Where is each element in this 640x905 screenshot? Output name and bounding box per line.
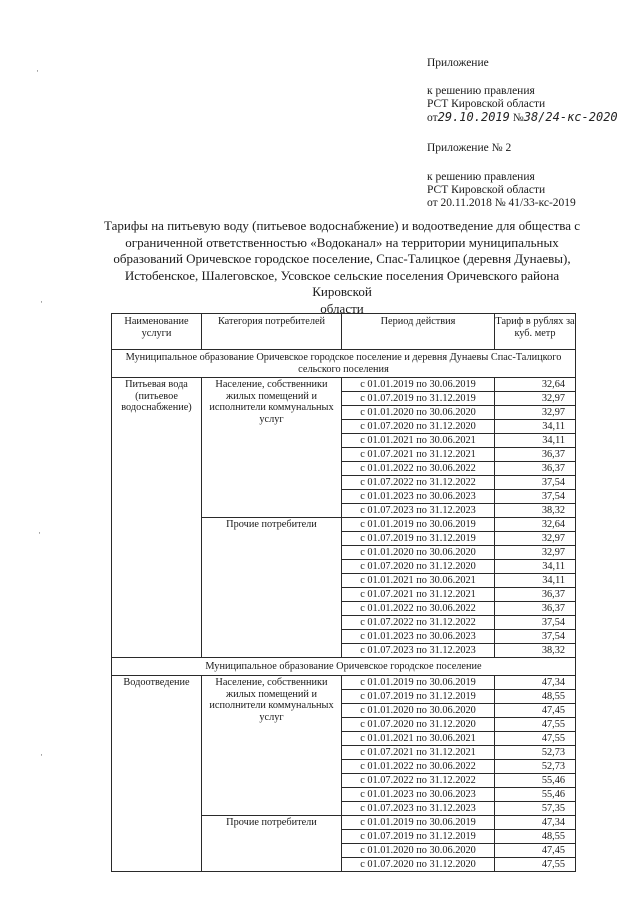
- period-cell: с 01.07.2019 по 31.12.2019: [342, 690, 495, 704]
- table-row: [112, 378, 576, 392]
- period-cell: с 01.07.2020 по 31.12.2020: [342, 420, 495, 434]
- appendix-title: Приложение: [427, 57, 489, 69]
- period-cell: с 01.07.2023 по 31.12.2023: [342, 644, 495, 658]
- tariff-cell: 34,11: [495, 560, 576, 574]
- tariff-cell: 32,64: [495, 518, 576, 532]
- appendix-2-title: Приложение № 2: [427, 142, 512, 154]
- tariff-cell: 34,11: [495, 434, 576, 448]
- tariff-cell: 32,97: [495, 546, 576, 560]
- decision-line-1: к решению правления: [427, 85, 535, 97]
- decision-num-prefix: №: [512, 112, 524, 124]
- tariff-cell: 47,45: [495, 704, 576, 718]
- title-line: Истобенское, Шалеговское, Усовское сельские поселения Оричевского района Кировской: [124, 267, 560, 300]
- period-cell: с 01.01.2023 по 30.06.2023: [342, 630, 495, 644]
- period-cell: с 01.07.2023 по 31.12.2023: [342, 802, 495, 816]
- period-cell: с 01.01.2023 по 30.06.2023: [342, 788, 495, 802]
- tariff-cell: 47,34: [495, 676, 576, 690]
- period-cell: с 01.01.2022 по 30.06.2022: [342, 462, 495, 476]
- period-cell: с 01.01.2022 по 30.06.2022: [342, 760, 495, 774]
- decision-date-prefix: от: [427, 112, 438, 124]
- table-body: [112, 350, 576, 872]
- period-cell: с 01.01.2021 по 30.06.2021: [342, 574, 495, 588]
- service-name: Водоотведение: [112, 676, 202, 872]
- period-cell: с 01.01.2019 по 30.06.2019: [342, 676, 495, 690]
- tariff-cell: 32,64: [495, 378, 576, 392]
- period-cell: с 01.07.2019 по 31.12.2019: [342, 830, 495, 844]
- consumer-category: Прочие потребители: [202, 518, 342, 658]
- service-name: Питьевая вода (питьевое водоснабжение): [112, 378, 202, 658]
- period-cell: с 01.07.2022 по 31.12.2022: [342, 476, 495, 490]
- document-title: [100, 218, 584, 318]
- period-cell: с 01.01.2021 по 30.06.2021: [342, 732, 495, 746]
- handwritten-number: 38/24-кс-2020: [523, 110, 618, 124]
- tariff-cell: 48,55: [495, 830, 576, 844]
- section-row: [112, 350, 576, 378]
- period-cell: с 01.07.2019 по 31.12.2019: [342, 392, 495, 406]
- period-cell: с 01.07.2022 по 31.12.2022: [342, 616, 495, 630]
- tariff-cell: 52,73: [495, 746, 576, 760]
- title-line: Тарифы на питьевую воду (питьевое водоснабжение) и водоотведение для общества с: [103, 218, 581, 233]
- tariff-cell: 57,35: [495, 802, 576, 816]
- header-category: Категория потребителей: [202, 314, 342, 350]
- scan-mark: ·: [38, 528, 41, 538]
- header-period: Период действия: [342, 314, 495, 350]
- tariff-cell: 34,11: [495, 420, 576, 434]
- tariff-cell: 36,37: [495, 588, 576, 602]
- decision2-line-2: РСТ Кировской области: [427, 184, 546, 196]
- table-header-row: [112, 314, 576, 350]
- period-cell: с 01.07.2022 по 31.12.2022: [342, 774, 495, 788]
- tariff-cell: 37,54: [495, 490, 576, 504]
- period-cell: с 01.01.2020 по 30.06.2020: [342, 844, 495, 858]
- period-cell: с 01.07.2020 по 31.12.2020: [342, 718, 495, 732]
- period-cell: с 01.07.2021 по 31.12.2021: [342, 448, 495, 462]
- title-line: образований Оричевское городское поселение, Спас-Талицкое (деревня Дунаевы),: [113, 251, 571, 267]
- tariff-cell: 32,97: [495, 532, 576, 546]
- tariff-table: [111, 313, 576, 872]
- period-cell: с 01.01.2020 по 30.06.2020: [342, 704, 495, 718]
- tariff-cell: 34,11: [495, 574, 576, 588]
- tariff-cell: 47,45: [495, 844, 576, 858]
- period-cell: с 01.07.2020 по 31.12.2020: [342, 560, 495, 574]
- tariff-cell: 52,73: [495, 760, 576, 774]
- period-cell: с 01.01.2020 по 30.06.2020: [342, 546, 495, 560]
- period-cell: с 01.01.2022 по 30.06.2022: [342, 602, 495, 616]
- consumer-category: Прочие потребители: [202, 816, 342, 872]
- period-cell: с 01.01.2019 по 30.06.2019: [342, 378, 495, 392]
- section-row: [112, 658, 576, 676]
- tariff-cell: 38,32: [495, 504, 576, 518]
- period-cell: с 01.01.2023 по 30.06.2023: [342, 490, 495, 504]
- table-row: [112, 676, 576, 690]
- period-cell: с 01.07.2021 по 31.12.2021: [342, 588, 495, 602]
- period-cell: с 01.01.2019 по 30.06.2019: [342, 816, 495, 830]
- tariff-cell: 38,32: [495, 644, 576, 658]
- period-cell: с 01.01.2021 по 30.06.2021: [342, 434, 495, 448]
- tariff-cell: 36,37: [495, 448, 576, 462]
- period-cell: с 01.01.2019 по 30.06.2019: [342, 518, 495, 532]
- period-cell: с 01.07.2023 по 31.12.2023: [342, 504, 495, 518]
- tariff-cell: 36,37: [495, 602, 576, 616]
- period-cell: с 01.07.2021 по 31.12.2021: [342, 746, 495, 760]
- decision2-line-1: к решению правления: [427, 171, 535, 183]
- title-line: ограниченной ответственностью «Водоканал» на территории муниципальных: [125, 234, 559, 250]
- tariff-cell: 37,54: [495, 616, 576, 630]
- tariff-cell: 32,97: [495, 392, 576, 406]
- tariff-cell: 55,46: [495, 774, 576, 788]
- tariff-cell: 37,54: [495, 630, 576, 644]
- tariff-cell: 47,55: [495, 732, 576, 746]
- tariff-cell: 47,55: [495, 858, 576, 872]
- title-line: области: [320, 300, 364, 316]
- tariff-cell: 37,54: [495, 476, 576, 490]
- header-tariff: Тариф в рублях за куб. метр: [495, 314, 576, 350]
- header-service: Наименование услуги: [112, 314, 202, 350]
- section-title: Муниципальное образование Оричевское городское поселение и деревня Дунаевы Спас-Талицкого сельского поселения: [112, 350, 576, 378]
- scan-mark: ·: [36, 66, 39, 76]
- tariff-cell: 48,55: [495, 690, 576, 704]
- consumer-category: Население, собственники жилых помещений и исполнители коммунальных услуг: [202, 378, 342, 518]
- scan-mark: ·: [40, 297, 43, 307]
- period-cell: с 01.07.2019 по 31.12.2019: [342, 532, 495, 546]
- period-cell: с 01.01.2020 по 30.06.2020: [342, 406, 495, 420]
- consumer-category: Население, собственники жилых помещений и исполнители коммунальных услуг: [202, 676, 342, 816]
- decision-line-2: РСТ Кировской области: [427, 98, 546, 110]
- tariff-cell: 32,97: [495, 406, 576, 420]
- scan-mark: ·: [40, 750, 43, 760]
- tariff-cell: 55,46: [495, 788, 576, 802]
- decision2-line-3: от 20.11.2018 № 41/33-кс-2019: [427, 197, 576, 209]
- section-title: Муниципальное образование Оричевское городское поселение: [112, 658, 576, 676]
- handwritten-date: 29.10.2019: [437, 110, 510, 124]
- tariff-cell: 47,55: [495, 718, 576, 732]
- decision-date-line: [427, 111, 618, 125]
- period-cell: с 01.07.2020 по 31.12.2020: [342, 858, 495, 872]
- tariff-cell: 47,34: [495, 816, 576, 830]
- tariff-cell: 36,37: [495, 462, 576, 476]
